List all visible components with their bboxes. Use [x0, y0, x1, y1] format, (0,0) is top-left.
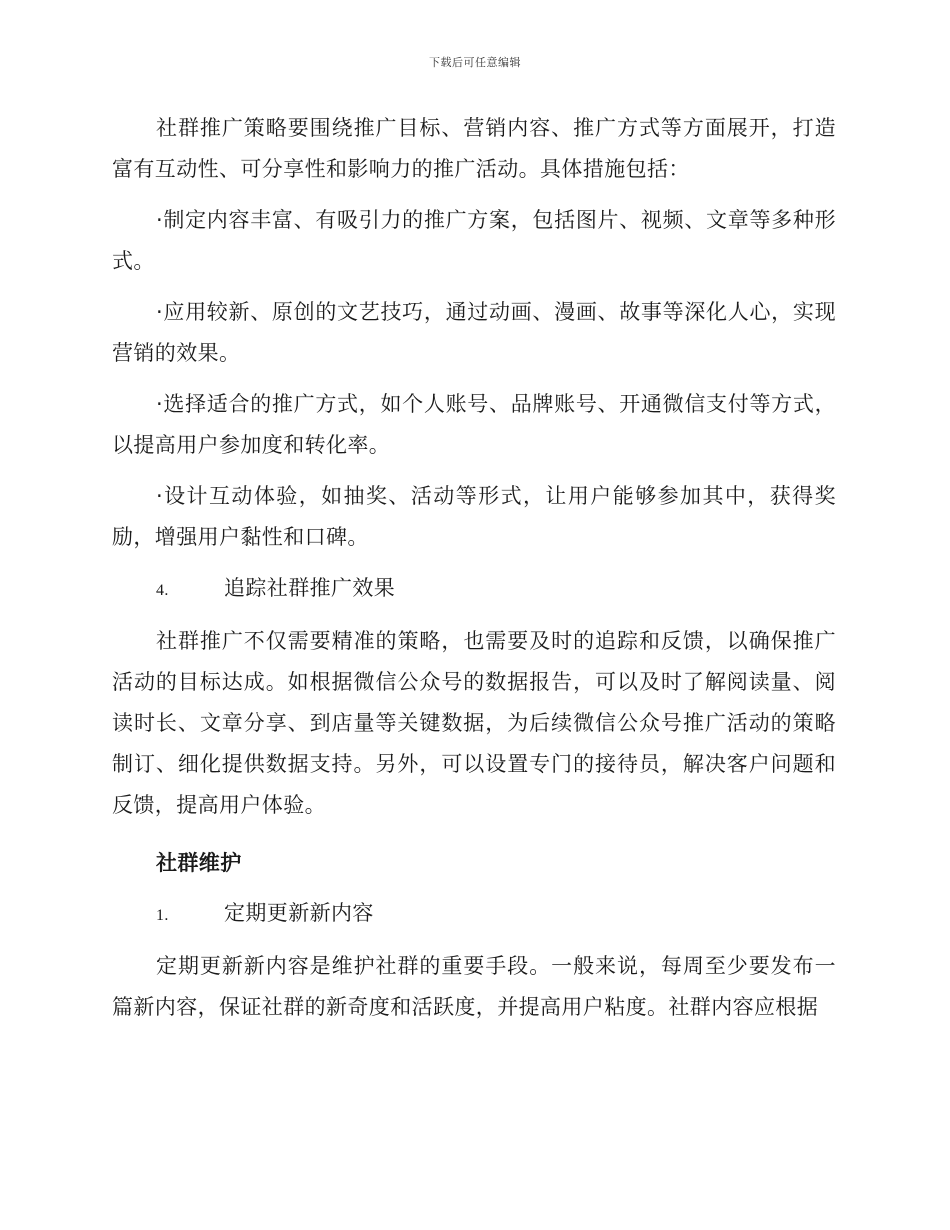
intro-paragraph: 社群推广策略要围绕推广目标、营销内容、推广方式等方面展开，打造富有互动性、可分享性和影响力的推广活动。具体措施包括： — [112, 116, 836, 181]
section-heading: 社群维护 — [156, 850, 242, 875]
bullet-item — [112, 384, 836, 466]
page-header: 下载后可任意编辑 — [429, 56, 521, 69]
bullet-item — [112, 200, 836, 282]
item-number: 1. — [156, 907, 169, 924]
document-body — [112, 108, 836, 1028]
bullet-item — [112, 292, 836, 374]
numbered-heading-1 — [112, 893, 836, 936]
bullet-dot: · — [156, 208, 164, 232]
item-title: 追踪社群推广效果 — [224, 576, 396, 600]
numbered-heading-4 — [112, 568, 836, 611]
bullet-item — [112, 476, 836, 558]
bullet-dot: · — [156, 484, 164, 508]
tracking-paragraph: 社群推广不仅需要精准的策略，也需要及时的追踪和反馈，以确保推广活动的目标达成。如根据微信公众号的数据报告，可以及时了解阅读量、阅读时长、文章分享、到店量等关键数据，为后续微信公众号推广活动的策略制订、细化提供数据支持。另外，可以设置专门的接待员，解决客户问题和反馈，提高用户体验。 — [112, 629, 836, 817]
bullet-text: 制定内容丰富、有吸引力的推广方案，包括图片、视频、文章等多种形式。 — [112, 208, 836, 273]
bullet-text: 设计互动体验，如抽奖、活动等形式，让用户能够参加其中，获得奖励，增强用户黏性和口碑。 — [112, 484, 836, 549]
bullet-text: 应用较新、原创的文艺技巧，通过动画、漫画、故事等深化人心，实现营销的效果。 — [112, 300, 836, 365]
bullet-text: 选择适合的推广方式，如个人账号、品牌账号、开通微信支付等方式，以提高用户参加度和转化率。 — [112, 392, 836, 457]
item-title: 定期更新新内容 — [224, 901, 374, 925]
item-number: 4. — [156, 582, 169, 599]
update-paragraph: 定期更新新内容是维护社群的重要手段。一般来说，每周至少要发布一篇新内容，保证社群的新奇度和活跃度，并提高用户粘度。社群内容应根据 — [112, 954, 836, 1019]
bullet-dot: · — [156, 300, 164, 324]
bullet-dot: · — [156, 392, 164, 416]
